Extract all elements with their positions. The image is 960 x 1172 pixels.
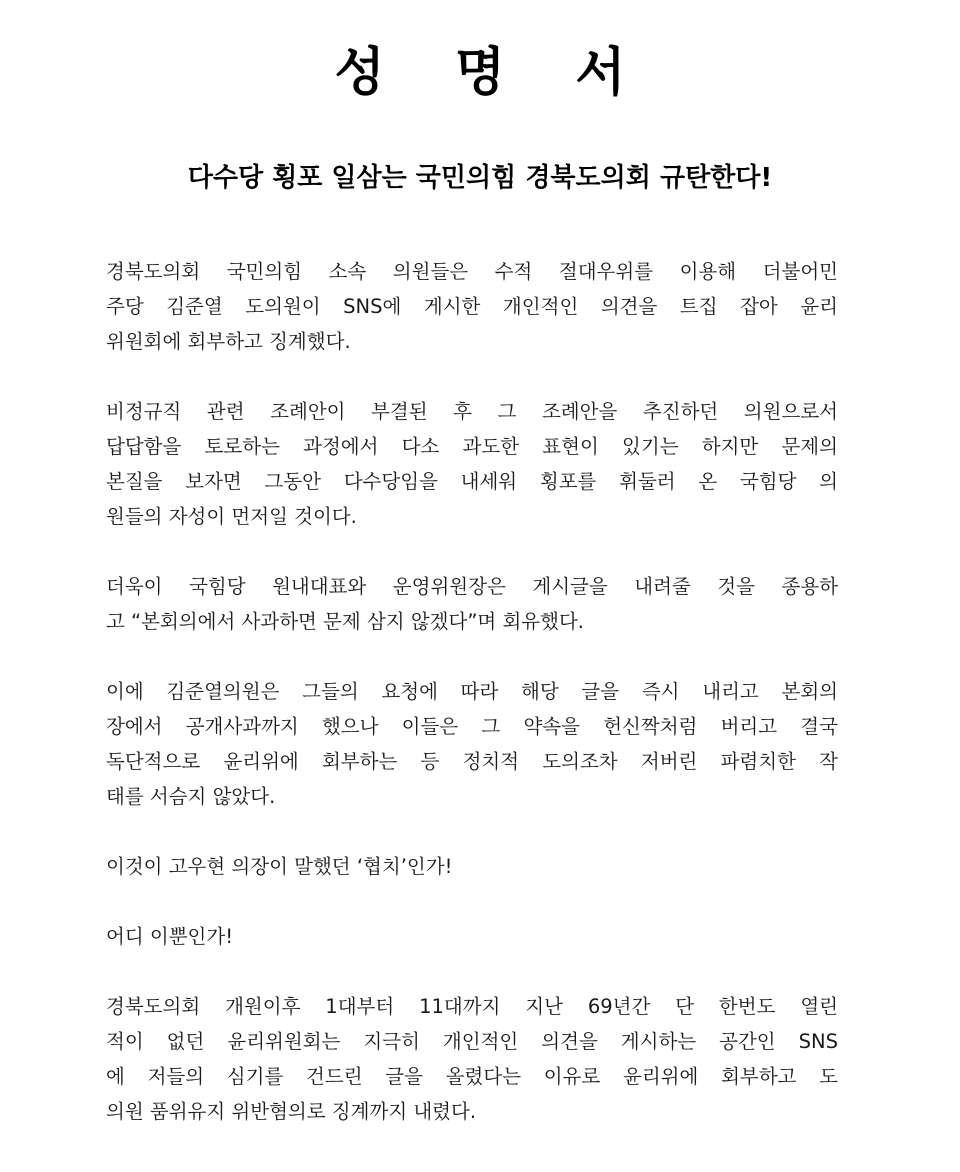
paragraph-7	[106, 989, 838, 1129]
paragraph-line: 주당 김준열 도의원이 SNS에 게시한 개인적인 의견을 트집 잡아 윤리	[106, 295, 838, 318]
paragraph-line: 경북도의회 국민의힘 소속 의원들은 수적 절대우위를 이용해 더불어민	[106, 260, 838, 283]
paragraph-line: 원들의 자성이 먼저일 것이다.	[106, 505, 357, 528]
paragraph-line: 의원 품위유지 위반혐의로 징계까지 내렸다.	[106, 1100, 477, 1123]
paragraph-line: 어디 이뿐인가!	[106, 925, 234, 948]
paragraph-line: 위원회에 회부하고 징계했다.	[106, 330, 351, 353]
document-title: 성 명 서	[334, 42, 652, 103]
paragraph-line: 본질을 보자면 그동안 다수당임을 내세워 횡포를 휘둘러 온 국힘당 의	[106, 470, 838, 493]
paragraph-line: 적이 없던 윤리위원회는 지극히 개인적인 의견을 게시하는 공간인 SNS	[106, 1030, 838, 1053]
paragraph-5	[106, 849, 838, 884]
paragraph-2	[106, 394, 838, 534]
paragraph-line: 에 저들의 심기를 건드린 글을 올렸다는 이유로 윤리위에 회부하고 도	[106, 1065, 838, 1088]
paragraph-line: 더욱이 국힘당 원내대표와 운영위원장은 게시글을 내려줄 것을 종용하	[106, 575, 838, 598]
paragraph-3	[106, 569, 838, 639]
statement-headline: 다수당 횡포 일삼는 국민의힘 경북도의회 규탄한다!	[187, 163, 773, 193]
paragraph-line: 경북도의회 개원이후 1대부터 11대까지 지난 69년간 단 한번도 열린	[106, 995, 838, 1018]
paragraph-line: 이에 김준열의원은 그들의 요청에 따라 해당 글을 즉시 내리고 본회의	[106, 680, 838, 703]
paragraph-line: 이것이 고우현 의장이 말했던 ‘협치’인가!	[106, 855, 453, 878]
paragraph-line: 독단적으로 윤리위에 회부하는 등 정치적 도의조차 저버린 파렴치한 작	[106, 750, 838, 773]
statement-body	[106, 254, 838, 1164]
paragraph-1	[106, 254, 838, 359]
paragraph-6	[106, 919, 838, 954]
paragraph-line: 태를 서슴지 않았다.	[106, 785, 276, 808]
paragraph-line: 답답함을 토로하는 과정에서 다소 과도한 표현이 있기는 하지만 문제의	[106, 435, 838, 458]
paragraph-line: 장에서 공개사과까지 했으나 이들은 그 약속을 헌신짝처럼 버리고 결국	[106, 715, 838, 738]
paragraph-line: 고 “본회의에서 사과하면 문제 삼지 않겠다”며 회유했다.	[106, 610, 585, 633]
paragraph-line: 비정규직 관련 조례안이 부결된 후 그 조례안을 추진하던 의원으로서	[106, 400, 838, 423]
paragraph-4	[106, 674, 838, 814]
